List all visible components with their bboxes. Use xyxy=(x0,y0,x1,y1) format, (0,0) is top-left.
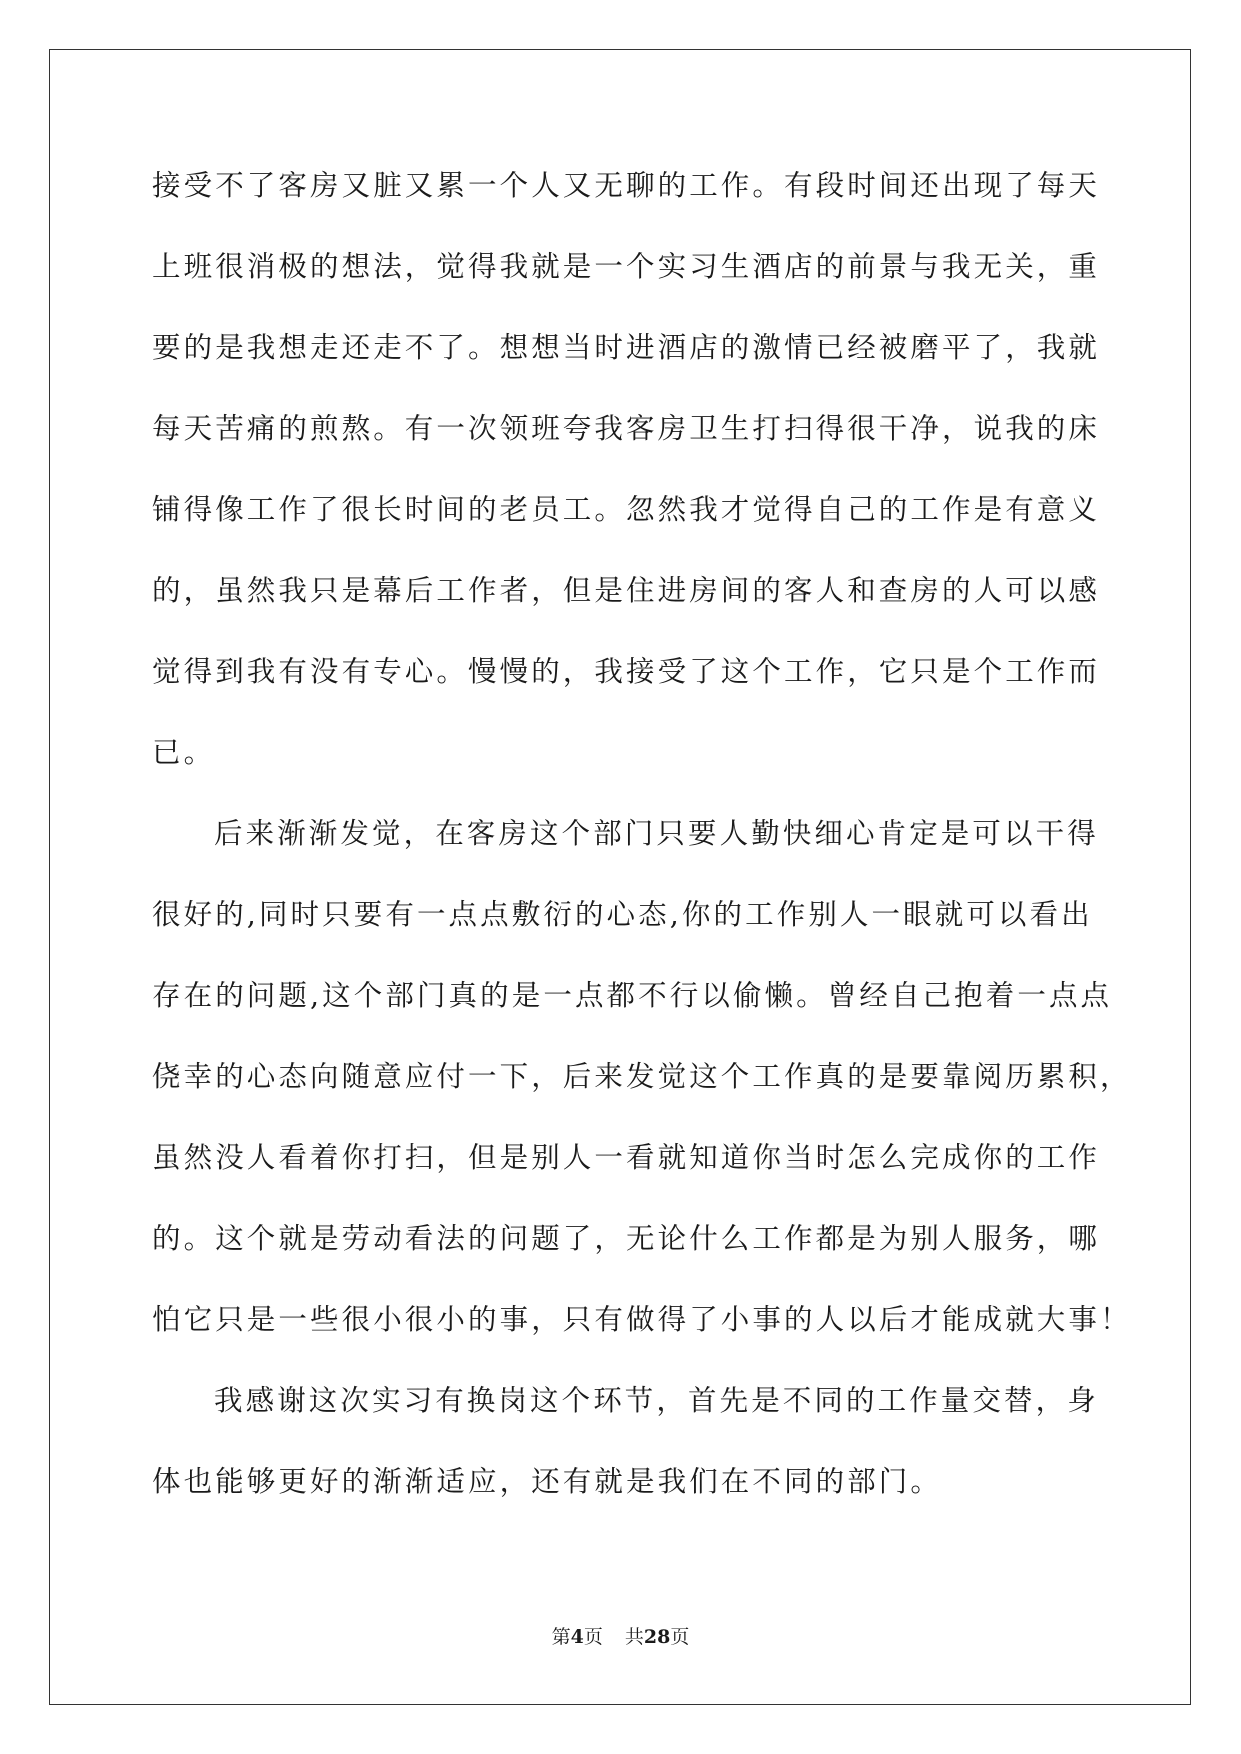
page-suffix: 页 xyxy=(583,1626,603,1648)
text-line: 的。这个就是劳动看法的问题了，无论什么工作都是为别人服务，哪 xyxy=(152,1222,1101,1255)
text-line: 侥幸的心态向随意应付一下，后来发觉这个工作真的是要靠阅历累积， xyxy=(152,1060,1132,1093)
text-line: 上班很消极的想法，觉得我就是一个实习生酒店的前景与我无关，重 xyxy=(152,250,1101,283)
text-line: 存在的问题,这个部门真的是一点都不行以偷懒。曾经自己抱着一点点 xyxy=(152,979,1113,1012)
page-footer xyxy=(0,1622,1241,1649)
text-line: 很好的,同时只要有一点点敷衍的心态,你的工作别人一眼就可以看出 xyxy=(152,898,1093,931)
paragraph-start-line: 我感谢这次实习有换岗这个环节，首先是不同的工作量交替，身 xyxy=(214,1384,1099,1417)
document-body xyxy=(152,168,1132,1545)
text-line: 虽然没人看着你打扫，但是别人一看就知道你当时怎么完成你的工作 xyxy=(152,1141,1101,1174)
text-line: 体也能够更好的渐渐适应，还有就是我们在不同的部门。 xyxy=(152,1465,943,1498)
text-line: 铺得像工作了很长时间的老员工。忽然我才觉得自己的工作是有意义 xyxy=(152,493,1101,526)
text-line: 要的是我想走还走不了。想想当时进酒店的激情已经被磨平了，我就 xyxy=(152,331,1101,364)
text-line: 接受不了客房又脏又累一个人又无聊的工作。有段时间还出现了每天 xyxy=(152,169,1101,202)
page-prefix: 第 xyxy=(551,1626,571,1648)
text-line: 怕它只是一些很小很小的事，只有做得了小事的人以后才能成就大事！ xyxy=(152,1303,1132,1336)
text-line: 已。 xyxy=(152,736,216,769)
paragraph-start-line: 后来渐渐发觉，在客房这个部门只要人勤快细心肯定是可以干得 xyxy=(214,817,1099,850)
text-line: 觉得到我有没有专心。慢慢的，我接受了这个工作，它只是个工作而 xyxy=(152,655,1101,688)
text-line: 的，虽然我只是幕后工作者，但是住进房间的客人和查房的人可以感 xyxy=(152,574,1101,607)
total-prefix: 共 xyxy=(624,1626,644,1648)
total-suffix: 页 xyxy=(670,1626,690,1648)
page-number: 4 xyxy=(570,1626,584,1648)
text-line: 每天苦痛的煎熬。有一次领班夸我客房卫生打扫得很干净，说我的床 xyxy=(152,412,1101,445)
total-pages: 28 xyxy=(643,1626,671,1648)
